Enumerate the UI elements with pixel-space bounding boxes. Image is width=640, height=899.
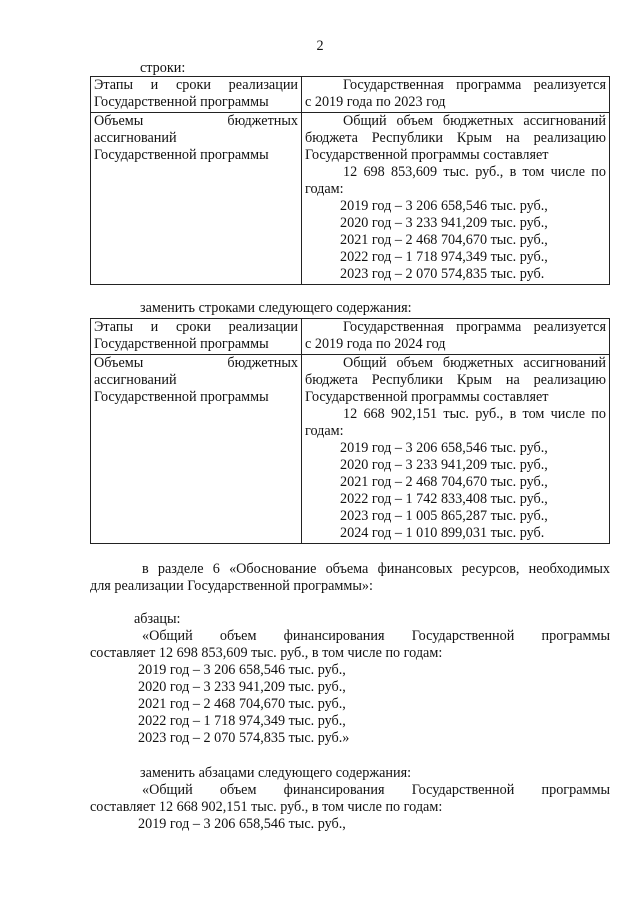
cell-line: 12 668 902,151 тыс. руб., в том числе по: [343, 406, 606, 422]
old-table: [90, 76, 610, 285]
cell-line: 12 698 853,609 тыс. руб., в том числе по: [343, 164, 606, 180]
year-line: 2019 год – 3 206 658,546 тыс. руб.,: [340, 440, 548, 456]
year-line: 2023 год – 1 005 865,287 тыс. руб.,: [340, 508, 548, 524]
cell-line: Общий объем бюджетных ассигнований: [343, 113, 606, 129]
year-line: 2023 год – 2 070 574,835 тыс. руб.: [340, 266, 545, 282]
cell-line: Объемы бюджетных: [94, 113, 298, 129]
year-line: 2022 год – 1 742 833,408 тыс. руб.,: [340, 491, 548, 507]
new-paragraph: [90, 782, 610, 833]
table-cell: [91, 113, 302, 285]
year-line: 2021 год – 2 468 704,670 тыс. руб.,: [138, 696, 346, 712]
cell-line: Общий объем бюджетных ассигнований: [343, 355, 606, 371]
table-cell: [302, 355, 610, 544]
cell-line: с 2019 года по 2024 год: [305, 336, 446, 352]
section6-paragraph: [90, 561, 610, 595]
year-line: 2021 год – 2 468 704,670 тыс. руб.,: [340, 232, 548, 248]
table-cell: [91, 77, 302, 113]
text-line: для реализации Государственной программы»:: [90, 578, 373, 594]
table-cell: [91, 355, 302, 544]
replace-abz-label: заменить абзацами следующего содержания:: [140, 765, 412, 781]
year-line: 2019 год – 3 206 658,546 тыс. руб.,: [138, 816, 346, 832]
cell-line: Государственная программа реализуется: [343, 319, 606, 335]
year-line: 2022 год – 1 718 974,349 тыс. руб.,: [340, 249, 548, 265]
cell-line: бюджета Республики Крым на реализацию: [305, 372, 606, 388]
cell-line: Государственной программы: [94, 336, 269, 352]
cell-line: с 2019 года по 2023 год: [305, 94, 446, 110]
table-row: [91, 319, 610, 355]
table-row: [91, 77, 610, 113]
abzacy-label: абзацы:: [134, 611, 181, 627]
year-line: 2019 год – 3 206 658,546 тыс. руб.,: [340, 198, 548, 214]
table-cell: [302, 77, 610, 113]
text-line: составляет 12 668 902,151 тыс. руб., в том числе по годам:: [90, 799, 443, 815]
text-line: «Общий объем финансирования Государственной программы: [142, 628, 610, 644]
text-line: «Общий объем финансирования Государственной программы: [142, 782, 610, 798]
cell-line: Государственной программы: [94, 147, 269, 163]
year-line: 2020 год – 3 233 941,209 тыс. руб.,: [340, 215, 548, 231]
page-number: 2: [316, 38, 324, 54]
cell-line: бюджета Республики Крым на реализацию: [305, 130, 606, 146]
table-row: [91, 355, 610, 544]
cell-line: Государственная программа реализуется: [343, 77, 606, 93]
cell-line: годам:: [305, 423, 344, 439]
cell-line: Государственной программы: [94, 94, 269, 110]
table-cell: [302, 113, 610, 285]
year-line: 2019 год – 3 206 658,546 тыс. руб.,: [138, 662, 346, 678]
cell-line: ассигнований: [94, 130, 177, 146]
table-cell: [91, 319, 302, 355]
intro-label: строки:: [140, 60, 186, 76]
year-line: 2024 год – 1 010 899,031 тыс. руб.: [340, 525, 545, 541]
cell-line: Этапы и сроки реализации: [94, 77, 298, 93]
year-line: 2023 год – 2 070 574,835 тыс. руб.»: [138, 730, 350, 746]
old-paragraph: [90, 628, 610, 747]
cell-line: Этапы и сроки реализации: [94, 319, 298, 335]
replace-label: заменить строками следующего содержания:: [140, 300, 412, 316]
table-cell: [302, 319, 610, 355]
table-row: [91, 113, 610, 285]
text-line: составляет 12 698 853,609 тыс. руб., в том числе по годам:: [90, 645, 443, 661]
cell-line: Объемы бюджетных: [94, 355, 298, 371]
year-line: 2022 год – 1 718 974,349 тыс. руб.,: [138, 713, 346, 729]
year-line: 2021 год – 2 468 704,670 тыс. руб.,: [340, 474, 548, 490]
cell-line: годам:: [305, 181, 344, 197]
new-table: [90, 318, 610, 544]
cell-line: ассигнований: [94, 372, 177, 388]
cell-line: Государственной программы: [94, 389, 269, 405]
year-line: 2020 год – 3 233 941,209 тыс. руб.,: [340, 457, 548, 473]
cell-line: Государственной программы составляет: [305, 389, 549, 405]
year-line: 2020 год – 3 233 941,209 тыс. руб.,: [138, 679, 346, 695]
text-line: в разделе 6 «Обоснование объема финансовых ресурсов, необходимых: [142, 561, 610, 577]
cell-line: Государственной программы составляет: [305, 147, 549, 163]
